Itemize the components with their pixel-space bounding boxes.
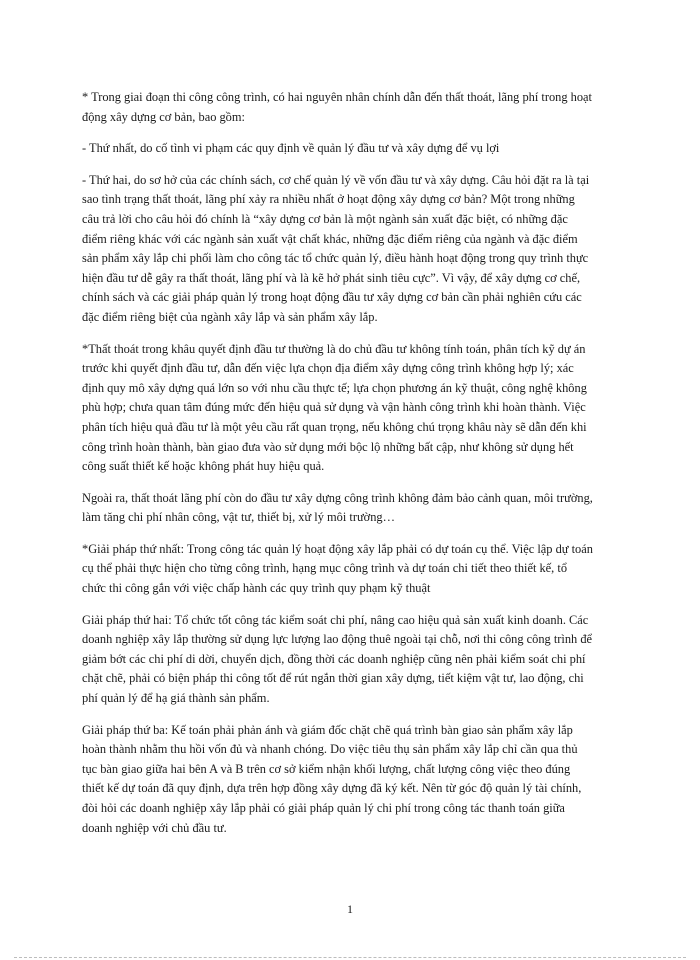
paragraph-solution-three: Giải pháp thứ ba: Kế toán phải phản ánh và giám đốc chặt chẽ quá trình bàn giao sản phẩm xây lắp hoàn thành nhằm thu hồi vốn đủ và nhanh chóng. Do việc tiêu thụ sản phẩm xây lắp chỉ cần qua thủ tục bàn giao giữa hai bên A và B trên cơ sở kiểm nhận khối lượng, chất lượng công việc theo đúng thiết kế dự toán đã quy định, dựa trên hợp đồng xây dựng đã ký kết. Nên từ góc độ quản lý tài chính, đòi hỏi các doanh nghiệp xây lắp phải có giải pháp quản lý chi phí trong công tác thanh toán giữa doanh nghiệp với chủ đầu tư. <box>82 722 582 835</box>
paragraph-solution-two: Giải pháp thứ hai: Tổ chức tốt công tác kiểm soát chi phí, nâng cao hiệu quả sản xuất kinh doanh. Các doanh nghiệp xây lắp thường sử dụng lực lượng lao động thuê ngoài tại chỗ, nơi thi công công trình để giảm bớt các chi phí di dời, chuyển dịch, đồng thời các doanh nghiệp cũng nên phải kiểm soát chi phí chặt chẽ, phải có biện pháp thi công tốt để rút ngắn thời gian xây dựng, tiết kiệm vật tư, lao động, chi phí quản lý để hạ giá thành sản phẩm. <box>82 612 593 706</box>
paragraph-investment-decision-loss: *Thất thoát trong khâu quyết định đầu tư thường là do chủ đầu tư không tính toán, phân tích kỹ dự án trước khi quyết định đầu tư, dẫn đến việc lựa chọn địa điểm xây dựng công trình không hợp lý; xác định quy mô xây dựng quá lớn so với nhu cầu thực tế; lựa chọn phương án kỹ thuật, công nghệ không phù hợp; chưa quan tâm đúng mức đến hiệu quả sử dụng và vận hành công trình khi hoàn thành. Việc phân tích hiệu quả đầu tư là một yêu cầu rất quan trọng, nếu không chú trọng khâu này sẽ dẫn đến khi công trình hoàn thành, bàn giao đưa vào sử dụng mới bộc lộ những bất cập, như không sử dụng hết công suất thiết kế hoặc không phát huy hiệu quả. <box>82 341 587 474</box>
page-number: 1 <box>347 902 353 916</box>
paragraph-construction-causes: * Trong giai đoạn thi công công trình, có hai nguyên nhân chính dẫn đến thất thoát, lãng phí trong hoạt động xây dựng cơ bản, bao gồm: <box>82 90 592 124</box>
paragraph-solution-one: *Giải pháp thứ nhất: Trong công tác quản lý hoạt động xây lắp phải có dự toán cụ thể. Việc lập dự toán cụ thể phải thực hiện cho từng công trình, hạng mục công trình và dự toán chi tiết theo thiết kế, tổ chức thi công gắn với việc chấp hành các quy trình quy phạm kỹ thuật <box>82 541 593 596</box>
paragraph-first-cause: - Thứ nhất, do cố tình vi phạm các quy định về quản lý đầu tư và xây dựng để vụ lợi <box>82 141 500 156</box>
paragraph-second-cause: - Thứ hai, do sơ hở của các chính sách, cơ chế quản lý về vốn đầu tư và xây dựng. Câu hỏi đặt ra là tại sao tình trạng thất thoát, lãng phí xảy ra nhiều nhất ở hoạt động xây dựng cơ bản? Một trong những câu trả lời cho câu hỏi đó chính là “xây dựng cơ bản là một ngành sản xuất đặc biệt, có những đặc điểm riêng khác với các ngành sản xuất vật chất khác, những đặc điểm riêng của ngành và đặc điểm sản phẩm xây lắp chi phối làm cho công tác tổ chức quản lý, điều hành hoạt động trong quy trình thực hiện đầu tư dễ gây ra thất thoát, lãng phí và là kẽ hở phát sinh tiêu cực”. Vì vậy, để xây dựng cơ chế, chính sách và các giải pháp quản lý trong hoạt động đầu tư xây dựng cơ bản cần phải nghiên cứu các đặc điểm riêng biệt của ngành xây lắp và sản phẩm xây lắp. <box>82 172 590 324</box>
document-body <box>82 88 594 850</box>
paragraph-environment-loss: Ngoài ra, thất thoát lãng phí còn do đầu tư xây dựng công trình không đảm bảo cảnh quan, môi trường, làm tăng chi phí nhân công, vật tư, thiết bị, xử lý môi trường… <box>82 490 593 525</box>
page-bottom-divider <box>14 957 686 958</box>
